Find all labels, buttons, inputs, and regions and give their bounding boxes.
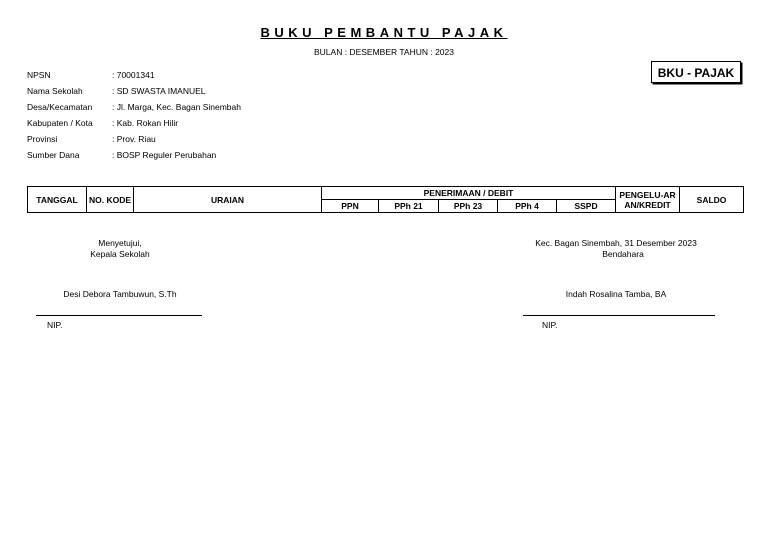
left-signature-line [36,315,202,316]
info-row-regency [27,118,241,134]
info-label: Desa/Kecamatan [27,102,93,112]
col-tanggal: TANGGAL [28,187,87,213]
info-label: NPSN [27,70,51,80]
treasurer-nip: NIP. [542,320,558,330]
info-label: Kabupaten / Kota [27,118,93,128]
col-saldo: SALDO [680,187,744,213]
info-value: : Kab. Rokan Hilir [112,118,179,128]
bku-pajak-badge: BKU - PAJAK [651,61,741,83]
info-row-fund-source [27,150,241,166]
tax-ledger-table [27,186,744,213]
col-penerimaan-debit: PENERIMAAN / DEBIT [322,187,616,200]
col-pph-4: PPh 4 [498,200,557,213]
info-label: Sumber Dana [27,150,80,160]
col-ppn: PPN [322,200,379,213]
approval-label: Menyetujui, [98,238,142,248]
info-value: : BOSP Reguler Perubahan [112,150,217,160]
treasurer-title: Bendahara [602,249,644,259]
info-value: : Jl. Marga, Kec. Bagan Sinembah [112,102,241,112]
document-title: BUKU PEMBANTU PAJAK [260,25,508,40]
treasurer-name: Indah Rosalina Tamba, BA [565,289,667,299]
info-row-school-name [27,86,241,102]
principal-title: Kepala Sekolah [90,249,150,259]
col-no-kode: NO. KODE [87,187,134,213]
col-pph-21: PPh 21 [379,200,439,213]
right-signature-role [506,238,726,260]
info-value: : Prov. Riau [112,134,156,144]
info-label: Provinsi [27,134,58,144]
period-subtitle: BULAN : DESEMBER TAHUN : 2023 [314,47,454,57]
info-row-province [27,134,241,150]
col-pph-23: PPh 23 [439,200,498,213]
col-pengeluaran-kredit: PENGELU-ARAN/KREDIT [616,187,680,213]
col-uraian: URAIAN [134,187,322,213]
info-row-district [27,102,241,118]
col-sspd: SSPD [557,200,616,213]
info-row-npsn [27,70,241,86]
school-info [27,70,241,166]
left-signature-role [40,238,200,260]
info-value: : SD SWASTA IMANUEL [112,86,206,96]
place-date: Kec. Bagan Sinembah, 31 Desember 2023 [535,238,697,248]
principal-nip: NIP. [47,320,63,330]
info-value: : 70001341 [112,70,155,80]
right-signature-line [523,315,715,316]
principal-name: Desi Debora Tambuwun, S.Th [63,289,177,299]
info-label: Nama Sekolah [27,86,83,96]
